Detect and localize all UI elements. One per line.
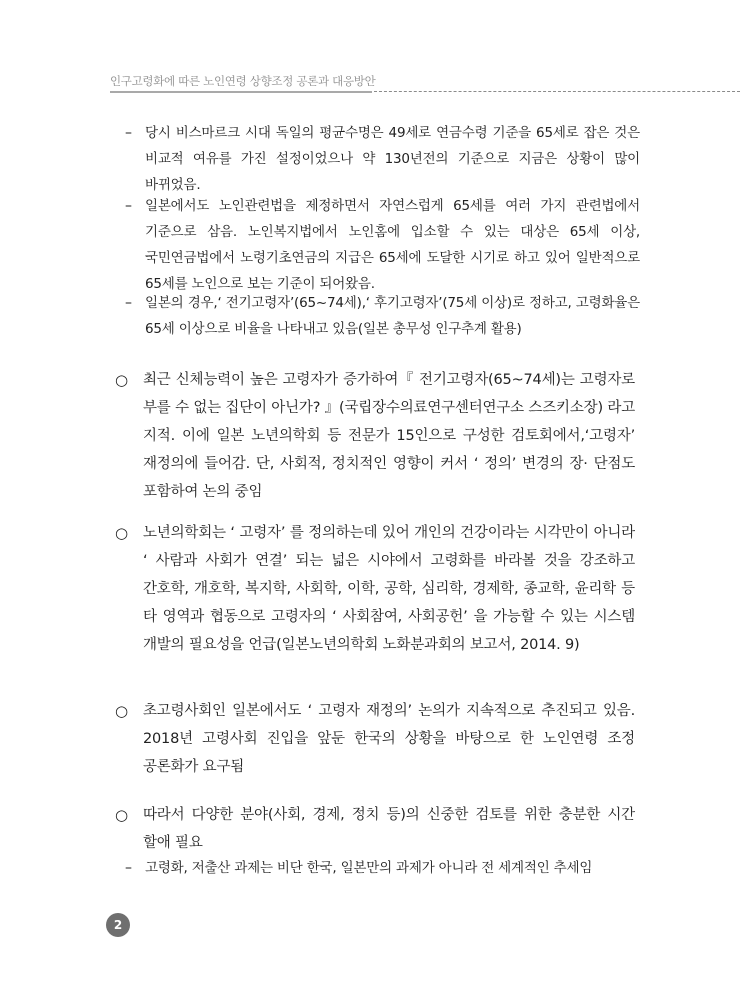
circle-bullet-item	[115, 519, 645, 659]
running-header-title: 인구고령화에 따른 노인연령 상향조정 공론과 대응방안	[110, 74, 376, 88]
circle-bullet-item	[115, 366, 645, 506]
circle-bullet-item	[115, 697, 645, 781]
circle-bullet-text: 초고령사회인 일본에서도 ‘ 고령자 재정의’ 논의가 지속적으로 추진되고 있음. 2018년 고령사회 진입을 앞둔 한국의 상황을 바탕으로 한 노인연령 조정 공론화가 요구됨	[143, 703, 635, 775]
dash-bullet-text: 당시 비스마르크 시대 독일의 평균수명은 49세로 연금수령 기준을 65세로 잡은 것은 비교적 여유를 가진 설정이었으나 약 130년전의 기준으로 지금은 상황이 많이 바뀌었음.	[145, 125, 640, 193]
dash-bullet-item	[125, 855, 645, 881]
header-rule	[110, 91, 372, 93]
dash-bullet-mark: –	[125, 860, 132, 876]
dash-bullet-mark: –	[125, 295, 132, 311]
circle-bullet-text: 최근 신체능력이 높은 고령자가 증가하여『 전기고령자(65~74세)는 고령자로 부를 수 없는 집단이 아닌가? 』(국립장수의료연구센터연구소 스즈키소장) 라고 지적. 이에 일본 노년의학회 등 전문가 15인으로 구성한 검토회에서,‘고령자’ 재정의에 들어감. 단, 사회적, 정치적인 영향이 커서 ‘ 정의’ 변경의 장· 단점도 포함하여 논의 중임	[143, 372, 635, 500]
dash-bullet-item	[125, 120, 645, 198]
circle-bullet-mark: ○	[115, 371, 129, 389]
dash-bullet-text: 일본의 경우,‘ 전기고령자’(65~74세),‘ 후기고령자’(75세 이상)로 정하고, 고령화율은 65세 이상으로 비율을 나타내고 있음(일본 총무성 인구추계 활용)	[145, 295, 640, 337]
circle-bullet-text: 따라서 다양한 분야(사회, 경제, 정치 등)의 신중한 검토를 위한 충분한 시간 할애 필요	[143, 807, 635, 851]
circle-bullet-item	[115, 801, 645, 857]
page-number-badge: 2	[106, 913, 130, 937]
dash-bullet-mark: –	[125, 198, 132, 214]
header-dashed-rule	[374, 91, 740, 92]
circle-bullet-text: 노년의학회는 ‘ 고령자’ 를 정의하는데 있어 개인의 건강이라는 시각만이 아니라 ‘ 사람과 사회가 연결’ 되는 넓은 시야에서 고령화를 바라볼 것을 강조하고 간호학, 개호학, 복지학, 사회학, 이학, 공학, 심리학, 경제학, 종교학, 윤리학 등 타 영역과 협동으로 고령자의 ‘ 사회참여, 사회공헌’ 을 가능할 수 있는 시스템 개발의 필요성을 언급(일본노년의학회 노화분과회의 보고서, 2014. 9)	[143, 525, 635, 653]
dash-bullet-mark: –	[125, 125, 132, 141]
dash-bullet-item	[125, 193, 645, 297]
circle-bullet-mark: ○	[115, 702, 129, 720]
running-header	[110, 70, 740, 94]
circle-bullet-mark: ○	[115, 806, 129, 824]
circle-bullet-mark: ○	[115, 524, 129, 542]
dash-bullet-text: 일본에서도 노인관련법을 제정하면서 자연스럽게 65세를 여러 가지 관련법에서 기준으로 삼음. 노인복지법에서 노인홈에 입소할 수 있는 대상은 65세 이상, 국민연금법에서 노령기초연금의 지급은 65세에 도달한 시기로 하고 있어 일반적으로 65세를 노인으로 보는 기준이 되어왔음.	[145, 198, 640, 292]
dash-bullet-text: 고령화, 저출산 과제는 비단 한국, 일본만의 과제가 아니라 전 세계적인 추세임	[145, 860, 593, 876]
dash-bullet-item	[125, 290, 645, 342]
